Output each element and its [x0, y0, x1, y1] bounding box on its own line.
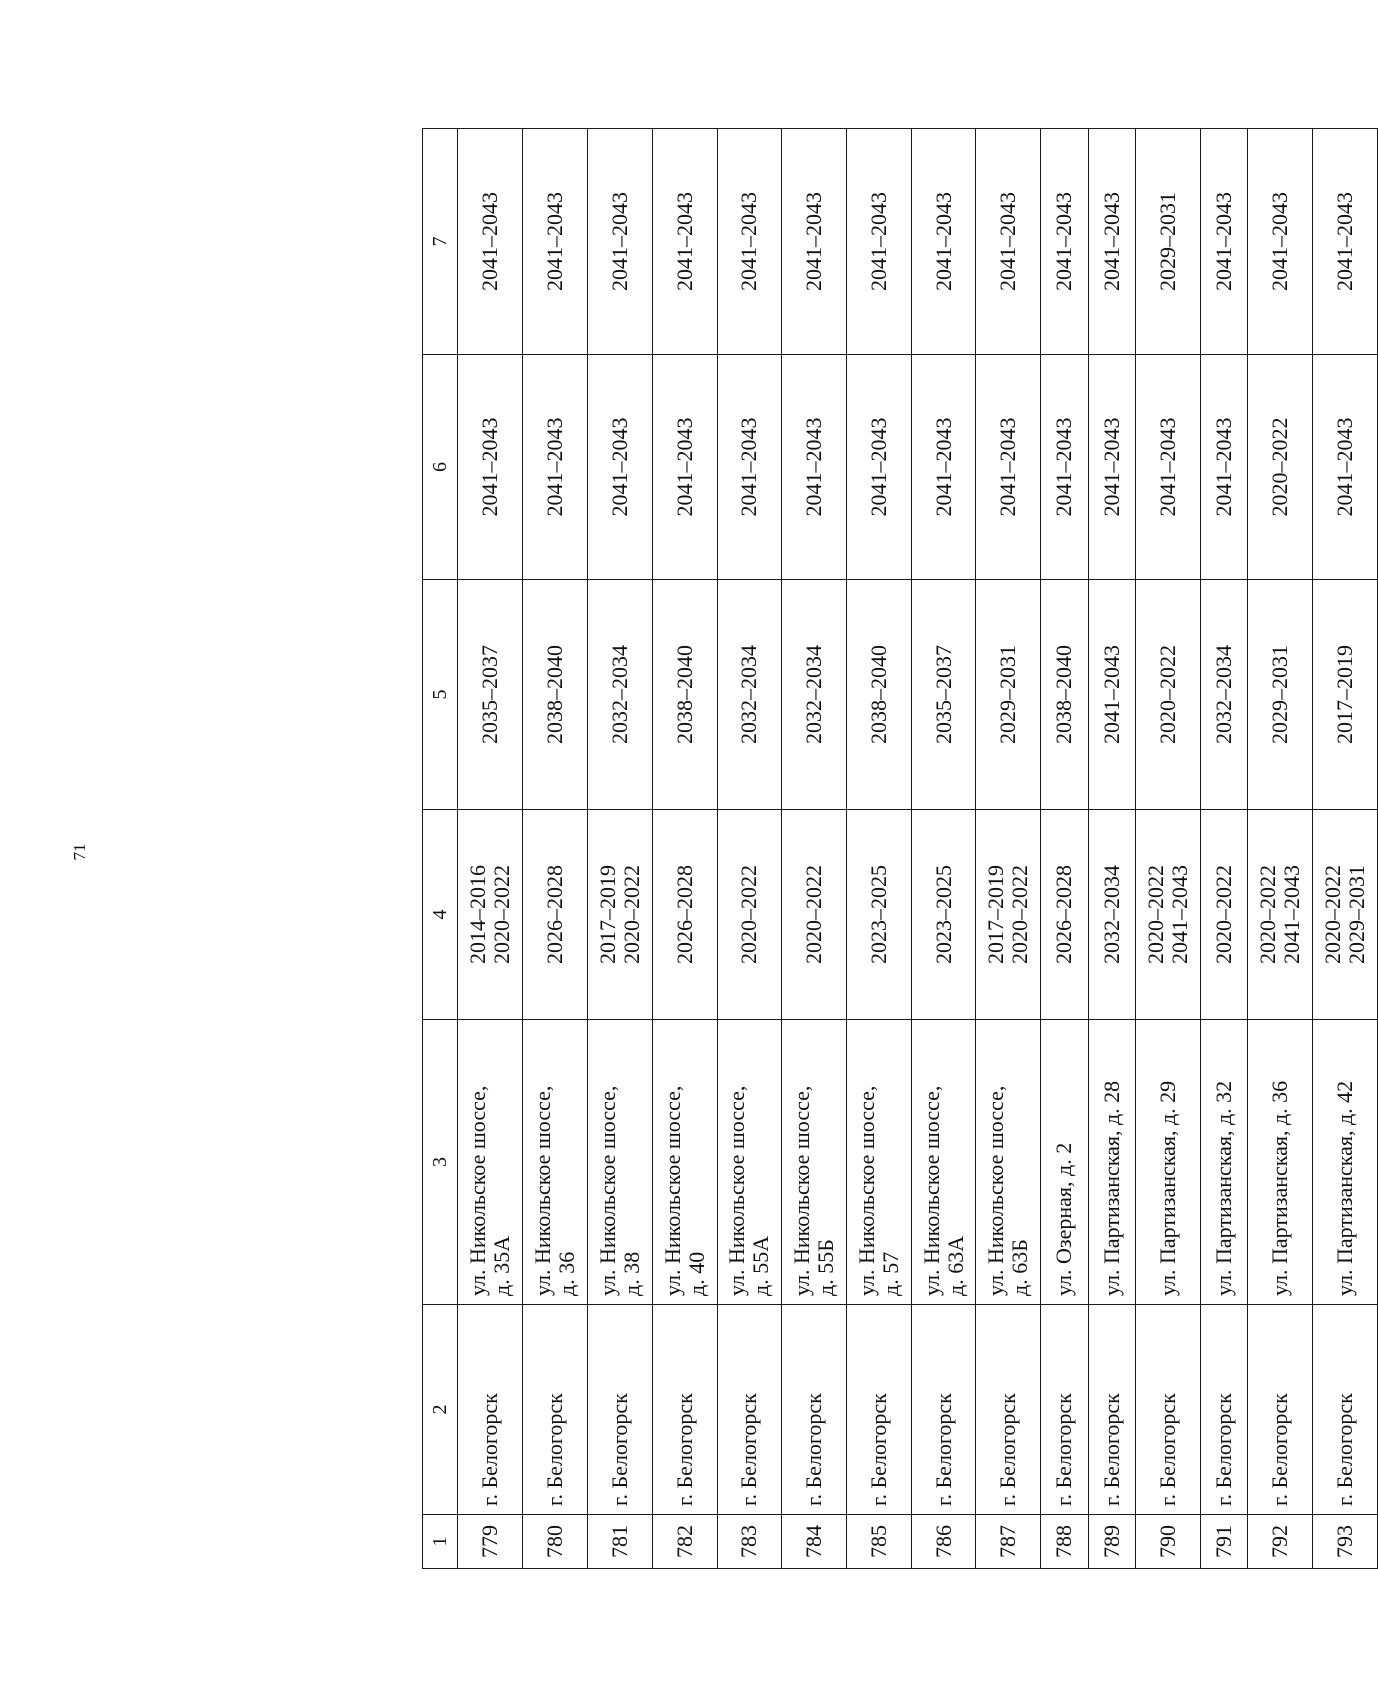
- column-number-2: 2: [423, 1305, 458, 1515]
- period-col7-cell: 2041–2043: [1088, 129, 1135, 355]
- address-cell: [523, 1020, 588, 1305]
- address-cell-line: ул. Партизанская, д. 42: [1332, 1080, 1358, 1296]
- row-number-cell: 788: [1041, 1515, 1088, 1569]
- address-cell-line: д. 55А: [748, 1235, 774, 1296]
- period-col4-cell: [1088, 810, 1135, 1020]
- address-cell: [1041, 1020, 1088, 1305]
- period-col4-cell-line: 2020–2022: [618, 865, 644, 964]
- period-col4-cell-line: 2017–2019: [983, 865, 1009, 964]
- row-number-cell: 781: [588, 1515, 653, 1569]
- city-cell: г. Белогорск: [1041, 1305, 1088, 1515]
- period-col4-cell-line: 2020–2022: [1007, 865, 1033, 964]
- period-col7-cell: 2029–2031: [1136, 129, 1201, 355]
- address-cell: [1313, 1020, 1378, 1305]
- column-number-5: 5: [423, 580, 458, 810]
- period-col5-cell: 2032–2034: [588, 580, 653, 810]
- period-col4-cell-line: 2029–2031: [1344, 865, 1370, 964]
- period-col4-cell-line: 2023–2025: [865, 865, 891, 964]
- period-col6-cell: 2041–2043: [588, 355, 653, 580]
- table-row: [1248, 129, 1313, 1569]
- period-col4-cell-line: 2026–2028: [1051, 865, 1077, 964]
- period-col4-cell-line: 2041–2043: [1279, 865, 1305, 964]
- row-number-cell: 789: [1088, 1515, 1135, 1569]
- table-row: [717, 129, 782, 1569]
- row-number-cell: 783: [717, 1515, 782, 1569]
- address-cell-line: ул. Партизанская, д. 32: [1211, 1080, 1237, 1296]
- period-col7-cell: 2041–2043: [782, 129, 847, 355]
- period-col6-cell: 2041–2043: [847, 355, 912, 580]
- period-col4-cell-line: 2041–2043: [1167, 865, 1192, 964]
- period-col7-cell: 2041–2043: [588, 129, 653, 355]
- table-row: [1136, 129, 1201, 1569]
- city-cell: г. Белогорск: [911, 1305, 976, 1515]
- address-cell-line: ул. Никольское шоссе,: [659, 1085, 685, 1296]
- row-number-cell: 786: [911, 1515, 976, 1569]
- address-cell-line: д. 63Б: [1007, 1239, 1033, 1296]
- city-cell: г. Белогорск: [1248, 1305, 1313, 1515]
- column-number-1: 1: [423, 1515, 458, 1569]
- address-cell-line: ул. Никольское шоссе,: [464, 1085, 490, 1296]
- address-cell: [847, 1020, 912, 1305]
- period-col6-cell: 2041–2043: [652, 355, 717, 580]
- address-cell: [911, 1020, 976, 1305]
- period-col4-cell-line: 2020–2022: [1320, 865, 1346, 964]
- period-col5-cell: 2020–2022: [1136, 580, 1201, 810]
- period-col7-cell: 2041–2043: [1248, 129, 1313, 355]
- address-cell: [976, 1020, 1041, 1305]
- address-cell-line: д. 63А: [942, 1235, 968, 1296]
- period-col4-cell: [717, 810, 782, 1020]
- address-cell: [588, 1020, 653, 1305]
- table-row: [1200, 129, 1247, 1569]
- city-cell: г. Белогорск: [717, 1305, 782, 1515]
- period-col7-cell: 2041–2043: [847, 129, 912, 355]
- period-col5-cell: 2035–2037: [911, 580, 976, 810]
- table-body: [423, 129, 1378, 1569]
- period-col6-cell: 2041–2043: [1200, 355, 1247, 580]
- period-col4-cell: [847, 810, 912, 1020]
- period-col4-cell: [1041, 810, 1088, 1020]
- period-col5-cell: 2038–2040: [1041, 580, 1088, 810]
- period-col4-cell: [523, 810, 588, 1020]
- table-row: [652, 129, 717, 1569]
- period-col4-cell-line: 2017–2019: [594, 865, 620, 964]
- period-col4-cell-line: 2020–2022: [1211, 865, 1237, 964]
- period-col5-cell: 2032–2034: [782, 580, 847, 810]
- address-cell-line: д. 57: [877, 1251, 903, 1296]
- register-table-wrapper: [422, 129, 1378, 1569]
- period-col5-cell: 2038–2040: [523, 580, 588, 810]
- row-number-cell: 791: [1200, 1515, 1247, 1569]
- period-col7-cell: 2041–2043: [457, 129, 523, 355]
- period-col4-cell: [911, 810, 976, 1020]
- city-cell: г. Белогорск: [847, 1305, 912, 1515]
- address-cell: [1136, 1020, 1201, 1305]
- period-col4-cell-line: 2023–2025: [930, 865, 956, 964]
- period-col5-cell: 2017–2019: [1313, 580, 1378, 810]
- period-col7-cell: 2041–2043: [1200, 129, 1247, 355]
- period-col6-cell: 2041–2043: [1041, 355, 1088, 580]
- address-cell-line: ул. Партизанская, д. 29: [1155, 1080, 1180, 1296]
- period-col4-cell-line: 2014–2016: [464, 865, 490, 964]
- period-col7-cell: 2041–2043: [652, 129, 717, 355]
- address-cell-line: д. 55Б: [813, 1239, 839, 1296]
- address-cell: [1200, 1020, 1247, 1305]
- city-cell: г. Белогорск: [523, 1305, 588, 1515]
- address-cell: [1248, 1020, 1313, 1305]
- table-row: [1041, 129, 1088, 1569]
- table-row: [1313, 129, 1378, 1569]
- period-col6-cell: 2041–2043: [782, 355, 847, 580]
- period-col7-cell: 2041–2043: [1041, 129, 1088, 355]
- period-col4-cell-line: 2020–2022: [801, 865, 827, 964]
- row-number-cell: 792: [1248, 1515, 1313, 1569]
- period-col4-cell-line: 2026–2028: [671, 865, 697, 964]
- period-col7-cell: 2041–2043: [1313, 129, 1378, 355]
- period-col4-cell: [1136, 810, 1201, 1020]
- address-cell-line: ул. Никольское шоссе,: [594, 1085, 620, 1296]
- period-col4-cell-line: 2032–2034: [1098, 865, 1124, 964]
- table-row: [782, 129, 847, 1569]
- period-col4-cell: [652, 810, 717, 1020]
- period-col4-cell-line: 2026–2028: [542, 865, 568, 964]
- row-number-cell: 790: [1136, 1515, 1201, 1569]
- period-col5-cell: 2041–2043: [1088, 580, 1135, 810]
- period-col4-cell-line: 2020–2022: [736, 865, 762, 964]
- address-cell-line: ул. Озерная, д. 2: [1051, 1142, 1077, 1296]
- city-cell: г. Белогорск: [1088, 1305, 1135, 1515]
- register-table: [422, 128, 1378, 1569]
- period-col6-cell: 2041–2043: [457, 355, 523, 580]
- period-col6-cell: 2041–2043: [1136, 355, 1201, 580]
- city-cell: г. Белогорск: [782, 1305, 847, 1515]
- city-cell: г. Белогорск: [652, 1305, 717, 1515]
- period-col5-cell: 2038–2040: [847, 580, 912, 810]
- period-col7-cell: 2041–2043: [911, 129, 976, 355]
- city-cell: г. Белогорск: [588, 1305, 653, 1515]
- period-col6-cell: 2041–2043: [911, 355, 976, 580]
- table-row: [457, 129, 523, 1569]
- period-col4-cell-line: 2020–2022: [1143, 865, 1168, 964]
- address-cell-line: ул. Никольское шоссе,: [530, 1085, 556, 1296]
- period-col6-cell: 2041–2043: [717, 355, 782, 580]
- address-cell: [782, 1020, 847, 1305]
- address-cell-line: д. 35А: [488, 1235, 514, 1296]
- period-col5-cell: 2032–2034: [717, 580, 782, 810]
- address-cell-line: ул. Никольское шоссе,: [983, 1085, 1009, 1296]
- period-col6-cell: 2020–2022: [1248, 355, 1313, 580]
- period-col6-cell: 2041–2043: [976, 355, 1041, 580]
- period-col7-cell: 2041–2043: [523, 129, 588, 355]
- period-col4-cell: [1313, 810, 1378, 1020]
- page-number: 71: [70, 843, 89, 861]
- period-col4-cell: [976, 810, 1041, 1020]
- city-cell: г. Белогорск: [1200, 1305, 1247, 1515]
- column-number-6: 6: [423, 355, 458, 580]
- period-col5-cell: 2029–2031: [1248, 580, 1313, 810]
- address-cell-line: ул. Никольское шоссе,: [918, 1085, 944, 1296]
- city-cell: г. Белогорск: [1313, 1305, 1378, 1515]
- period-col6-cell: 2041–2043: [1313, 355, 1378, 580]
- address-cell-line: ул. Партизанская, д. 28: [1098, 1080, 1124, 1296]
- period-col5-cell: 2038–2040: [652, 580, 717, 810]
- row-number-cell: 782: [652, 1515, 717, 1569]
- address-cell-line: д. 38: [618, 1251, 644, 1296]
- city-cell: г. Белогорск: [457, 1305, 523, 1515]
- column-number-3: 3: [423, 1020, 458, 1305]
- period-col4-cell: [588, 810, 653, 1020]
- address-cell-line: ул. Никольское шоссе,: [789, 1085, 815, 1296]
- table-row: [976, 129, 1041, 1569]
- column-number-7: 7: [423, 129, 458, 355]
- row-number-cell: 785: [847, 1515, 912, 1569]
- row-number-cell: 780: [523, 1515, 588, 1569]
- address-cell-line: д. 40: [683, 1251, 709, 1296]
- address-cell: [717, 1020, 782, 1305]
- table-row: [847, 129, 912, 1569]
- period-col5-cell: 2029–2031: [976, 580, 1041, 810]
- period-col4-cell: [457, 810, 523, 1020]
- row-number-cell: 793: [1313, 1515, 1378, 1569]
- address-cell-line: ул. Никольское шоссе,: [724, 1085, 750, 1296]
- row-number-cell: 779: [457, 1515, 523, 1569]
- table-row: [523, 129, 588, 1569]
- address-cell: [1088, 1020, 1135, 1305]
- address-cell-line: ул. Никольское шоссе,: [853, 1085, 879, 1296]
- column-number-4: 4: [423, 810, 458, 1020]
- period-col6-cell: 2041–2043: [523, 355, 588, 580]
- period-col5-cell: 2032–2034: [1200, 580, 1247, 810]
- address-cell: [652, 1020, 717, 1305]
- city-cell: г. Белогорск: [1136, 1305, 1201, 1515]
- table-row: [1088, 129, 1135, 1569]
- period-col4-cell-line: 2020–2022: [1255, 865, 1281, 964]
- table-row: [588, 129, 653, 1569]
- period-col7-cell: 2041–2043: [717, 129, 782, 355]
- row-number-cell: 787: [976, 1515, 1041, 1569]
- period-col7-cell: 2041–2043: [976, 129, 1041, 355]
- row-number-cell: 784: [782, 1515, 847, 1569]
- address-cell: [457, 1020, 523, 1305]
- table-row: [911, 129, 976, 1569]
- city-cell: г. Белогорск: [976, 1305, 1041, 1515]
- period-col4-cell: [1248, 810, 1313, 1020]
- period-col4-cell: [1200, 810, 1247, 1020]
- period-col5-cell: 2035–2037: [457, 580, 523, 810]
- address-cell-line: ул. Партизанская, д. 36: [1267, 1080, 1293, 1296]
- address-cell-line: д. 36: [554, 1251, 580, 1296]
- period-col4-cell: [782, 810, 847, 1020]
- column-number-row: [423, 129, 458, 1569]
- period-col6-cell: 2041–2043: [1088, 355, 1135, 580]
- period-col4-cell-line: 2020–2022: [488, 865, 514, 964]
